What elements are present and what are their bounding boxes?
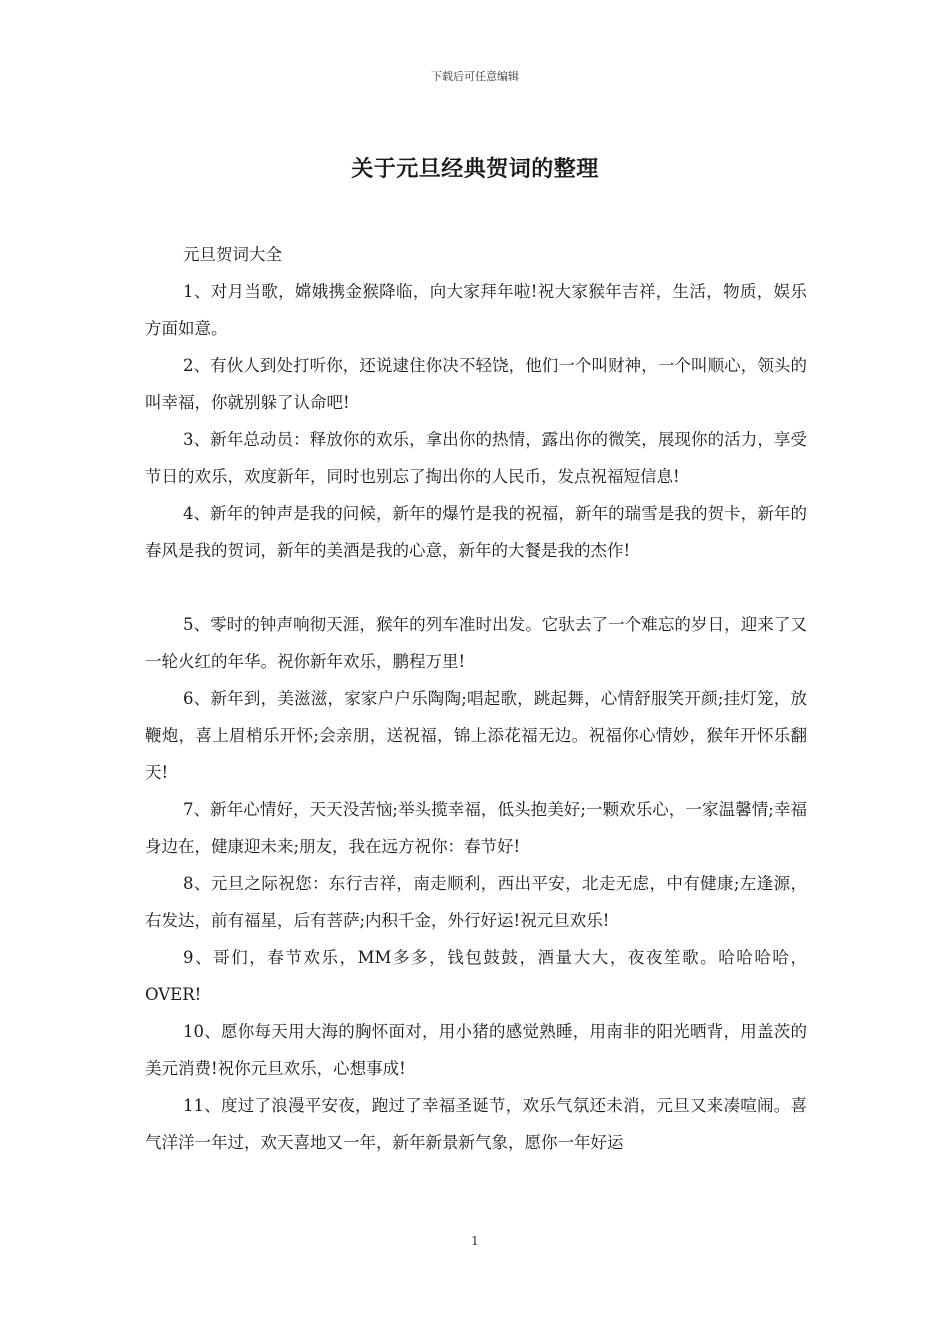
page-header-note: 下载后可任意编辑 [431, 70, 519, 83]
paragraph-6: 6、新年到，美滋滋，家家户户乐陶陶;唱起歌，跳起舞，心情舒服笑开颜;挂灯笼，放鞭炮，喜上眉梢乐开怀;会亲朋，送祝福，锦上添花福无边。祝福你心情妙，猴年开怀乐翻天! [145, 689, 807, 782]
paragraph-10: 10、愿你每天用大海的胸怀面对，用小猪的感觉熟睡，用南非的阳光晒背，用盖茨的美元消费!祝你元旦欢乐，心想事成! [145, 1022, 807, 1078]
paragraph-7: 7、新年心情好，天天没苦恼;举头揽幸福，低头抱美好;一颗欢乐心，一家温馨情;幸福身边在，健康迎未来;朋友，我在远方祝你：春节好! [145, 800, 807, 856]
paragraph-5: 5、零时的钟声响彻天涯，猴年的列车准时出发。它驮去了一个难忘的岁日，迎来了又一轮火红的年华。祝你新年欢乐，鹏程万里! [145, 615, 807, 671]
document-title: 关于元旦经典贺词的整理 [351, 156, 599, 182]
paragraph-3: 3、新年总动员：释放你的欢乐，拿出你的热情，露出你的微笑，展现你的活力，享受节日的欢乐，欢度新年，同时也别忘了掏出你的人民币，发点祝福短信息! [145, 430, 807, 486]
document-body [145, 236, 807, 1161]
document-subtitle: 元旦贺词大全 [183, 245, 282, 264]
paragraph-2: 2、有伙人到处打听你，还说逮住你决不轻饶，他们一个叫财神，一个叫顺心，领头的叫幸福，你就别躲了认命吧! [145, 356, 807, 412]
page-number: 1 [471, 1234, 479, 1248]
paragraph-11: 11、度过了浪漫平安夜，跑过了幸福圣诞节，欢乐气氛还未消，元旦又来凑喧闹。喜气洋洋一年过，欢天喜地又一年，新年新景新气象，愿你一年好运 [145, 1096, 807, 1152]
paragraph-4: 4、新年的钟声是我的问候，新年的爆竹是我的祝福，新年的瑞雪是我的贺卡，新年的春风是我的贺词，新年的美酒是我的心意，新年的大餐是我的杰作! [145, 504, 807, 560]
paragraph-9: 9、哥们，春节欢乐，MM多多，钱包鼓鼓，酒量大大，夜夜笙歌。哈哈哈哈，OVER! [145, 948, 807, 1004]
paragraph-1: 1、对月当歌，嫦娥携金猴降临，向大家拜年啦!祝大家猴年吉祥，生活，物质，娱乐方面如意。 [145, 282, 807, 338]
paragraph-8: 8、元旦之际祝您：东行吉祥，南走顺利，西出平安，北走无虑，中有健康;左逢源，右发达，前有福星，后有菩萨;内积千金，外行好运!祝元旦欢乐! [145, 874, 807, 930]
